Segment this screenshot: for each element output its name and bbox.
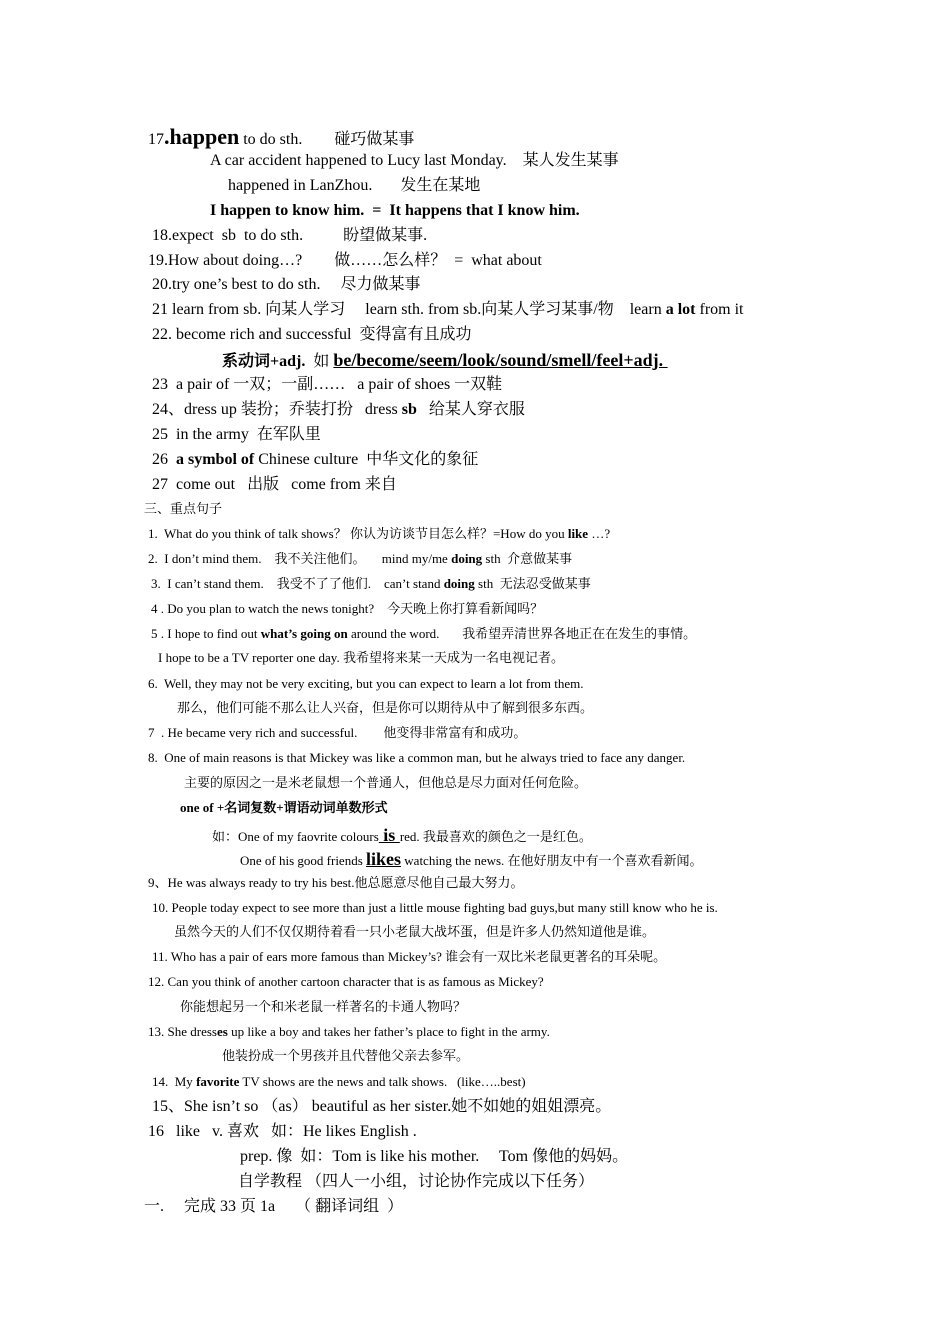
sentence-1-bold: like [567,526,589,541]
sentence-12-translation: 你能想起另一个和米老鼠一样著名的卡通人物吗？ [180,999,467,1014]
sentence-1-text: 1. What do you think of talk shows？ 你认为访谈节目怎么样？=How do you [148,526,568,541]
sentence-2-bold: doing [451,551,483,566]
linking-verb-list: be/become/seem/look/sound/smell/feel+adj. [333,350,668,370]
vocab-25: 25 in the army 在军队里 [152,426,321,443]
sentence-8-translation: 主要的原因之一是米老鼠想一个普通人，但他总是尽力面对任何危险。 [184,775,588,790]
sentence-14-bold: favorite [196,1074,240,1089]
sentence-16: 16 like v. 喜欢 如：He likes English . [148,1123,417,1140]
sentence-1-tail: …? [588,526,611,541]
grammar-example-1-text: 如：One of my faovrite colours [212,829,379,844]
sentence-4: 4 . Do you plan to watch the news tonight? 今天晚上你打算看新闻吗？ [151,601,544,616]
sentence-14-tail: TV shows are the news and talk shows. (like…..best) [239,1074,526,1089]
grammar-example-1 [212,825,592,846]
sentence-13-tail: up like a boy and takes her father’s place to fight in the army. [227,1024,550,1039]
sentence-15: 15、She isn’t so （as） beautiful as her sister.她不如她的姐姐漂亮。 [152,1098,612,1115]
vocab-26-bold: a symbol of [176,451,255,468]
sentence-9: 9、He was always ready to try his best.他总愿意尽他自己最大努力。 [148,875,524,890]
vocab-17-example-3: I happen to know him. = It happens that I know him. [210,202,580,219]
sentence-8: 8. One of main reasons is that Mickey was like a common man, but he always tried to face any danger. [148,750,686,765]
sentence-12: 12. Can you think of another cartoon character that is as famous as Mickey? [148,974,544,989]
vocab-21-tail: from it [695,301,744,318]
sentence-1 [148,527,610,542]
sentence-5-text: 5 . I hope to find out [151,626,261,641]
sentence-3-text: 3. I can’t stand them. 我受不了了他们. can’t stand [151,576,444,591]
sentence-14-text: 14. My [152,1074,197,1089]
vocab-23: 23 a pair of 一双；一副…… a pair of shoes 一双鞋 [152,376,503,393]
vocab-24 [152,401,525,419]
section-title-key-sentences: 三、重点句子 [144,501,223,516]
sentence-2-tail: sth 介意做某事 [482,551,573,566]
sentence-3-bold: doing [443,576,475,591]
vocab-26-tail: Chinese culture 中华文化的象征 [254,451,479,468]
sentence-3 [151,577,591,592]
vocab-18: 18.expect sb to do sth. 盼望做某事. [152,227,428,244]
vocab-24-tail: 给某人穿衣服 [416,401,525,418]
vocab-17-example-1: A car accident happened to Lucy last Monday. 某人发生某事 [210,152,619,169]
vocab-26-text: 26 [152,451,176,468]
sentence-5-example: I hope to be a TV reporter one day. 我希望将来某一天成为一名电视记者。 [158,650,564,665]
grammar-example-2-text: One of his good friends [240,853,367,868]
vocab-17 [148,124,414,149]
sentence-5-tail: around the word. 我希望弄清世界各地正在在发生的事情。 [347,626,697,641]
grammar-example-1-tail: red. 我最喜欢的颜色之一是红色。 [399,829,592,844]
grammar-example-2 [240,849,703,870]
vocab-27: 27 come out 出版 come from 来自 [152,476,397,493]
sentence-11: 11. Who has a pair of ears more famous than Mickey’s? 谁会有一双比米老鼠更著名的耳朵呢。 [152,949,667,964]
sentence-2 [148,552,572,567]
vocab-17-example-2: happened in LanZhou. 发生在某地 [228,177,481,194]
sentence-2-text: 2. I don’t mind them. 我不关注他们。 mind my/me [148,551,452,566]
vocab-24-text: 24、dress up 装扮；乔装打扮 dress [152,401,402,418]
sentence-5-bold: what’s going on [260,626,348,641]
vocab-17-text: to do sth. 碰巧做某事 [239,131,415,148]
grammar-example-2-tail: watching the news. 在他好朋友中有一个喜欢看新闻。 [401,853,703,868]
sentence-6-translation: 那么，他们可能不那么让人兴奋，但是你可以期待从中了解到很多东西。 [177,700,594,715]
grammar-example-2-verb: likes [366,849,402,869]
sentence-3-tail: sth 无法忍受做某事 [474,576,591,591]
sentence-5 [151,627,696,642]
vocab-22: 22. become rich and successful 变得富有且成功 [152,326,472,343]
sentence-13-text: 13. She dress [148,1024,217,1039]
vocab-24-bold: sb [401,401,417,418]
sentence-10-translation: 虽然今天的人们不仅仅期待着看一只小老鼠大战坏蛋，但是许多人仍然知道他是谁。 [174,924,656,939]
vocab-20: 20.try one’s best to do sth. 尽力做某事 [152,276,421,293]
linking-verb-label: 系动词+adj. [222,353,306,370]
vocab-21-bold: a lot [665,301,696,318]
self-study-task-1: 一. 完成 33 页 1a （ 翻译词组 ） [144,1198,404,1215]
vocab-26 [152,451,478,469]
sentence-10: 10. People today expect to see more than just a little mouse fighting bad guys,but many still know who he is. [152,900,718,915]
sentence-14 [152,1075,526,1090]
item-number: 17 [148,131,164,148]
sentence-13-bold: es [216,1024,228,1039]
sentence-6: 6. Well, they may not be very exciting, but you can expect to learn a lot from them. [148,676,584,691]
linking-verb-text: 如 [305,353,334,370]
sentence-7: 7 . He became very rich and successful. 他变得非常富有和成功。 [148,725,527,740]
vocab-22-linking-verbs [222,350,668,371]
grammar-rule-one-of: one of +名词复数+谓语动词单数形式 [180,800,388,815]
sentence-13-translation: 他装扮成一个男孩并且代替他父亲去参军。 [222,1048,470,1063]
vocab-19: 19.How about doing…? 做……怎么样？ = what about [148,252,542,269]
vocab-21-text: 21 learn from sb. 向某人学习 learn sth. from sb.向某人学习某事/物 learn [152,301,666,318]
vocab-21 [152,301,744,319]
self-study-title: 自学教程 （四人一小组，讨论协作完成以下任务） [238,1173,595,1190]
sentence-16-preposition: prep. 像 如：Tom is like his mother. Tom 像他的妈妈。 [240,1148,629,1165]
grammar-example-1-verb: is [378,825,400,845]
sentence-13 [148,1025,550,1040]
headword-happen: .happen [164,124,240,149]
